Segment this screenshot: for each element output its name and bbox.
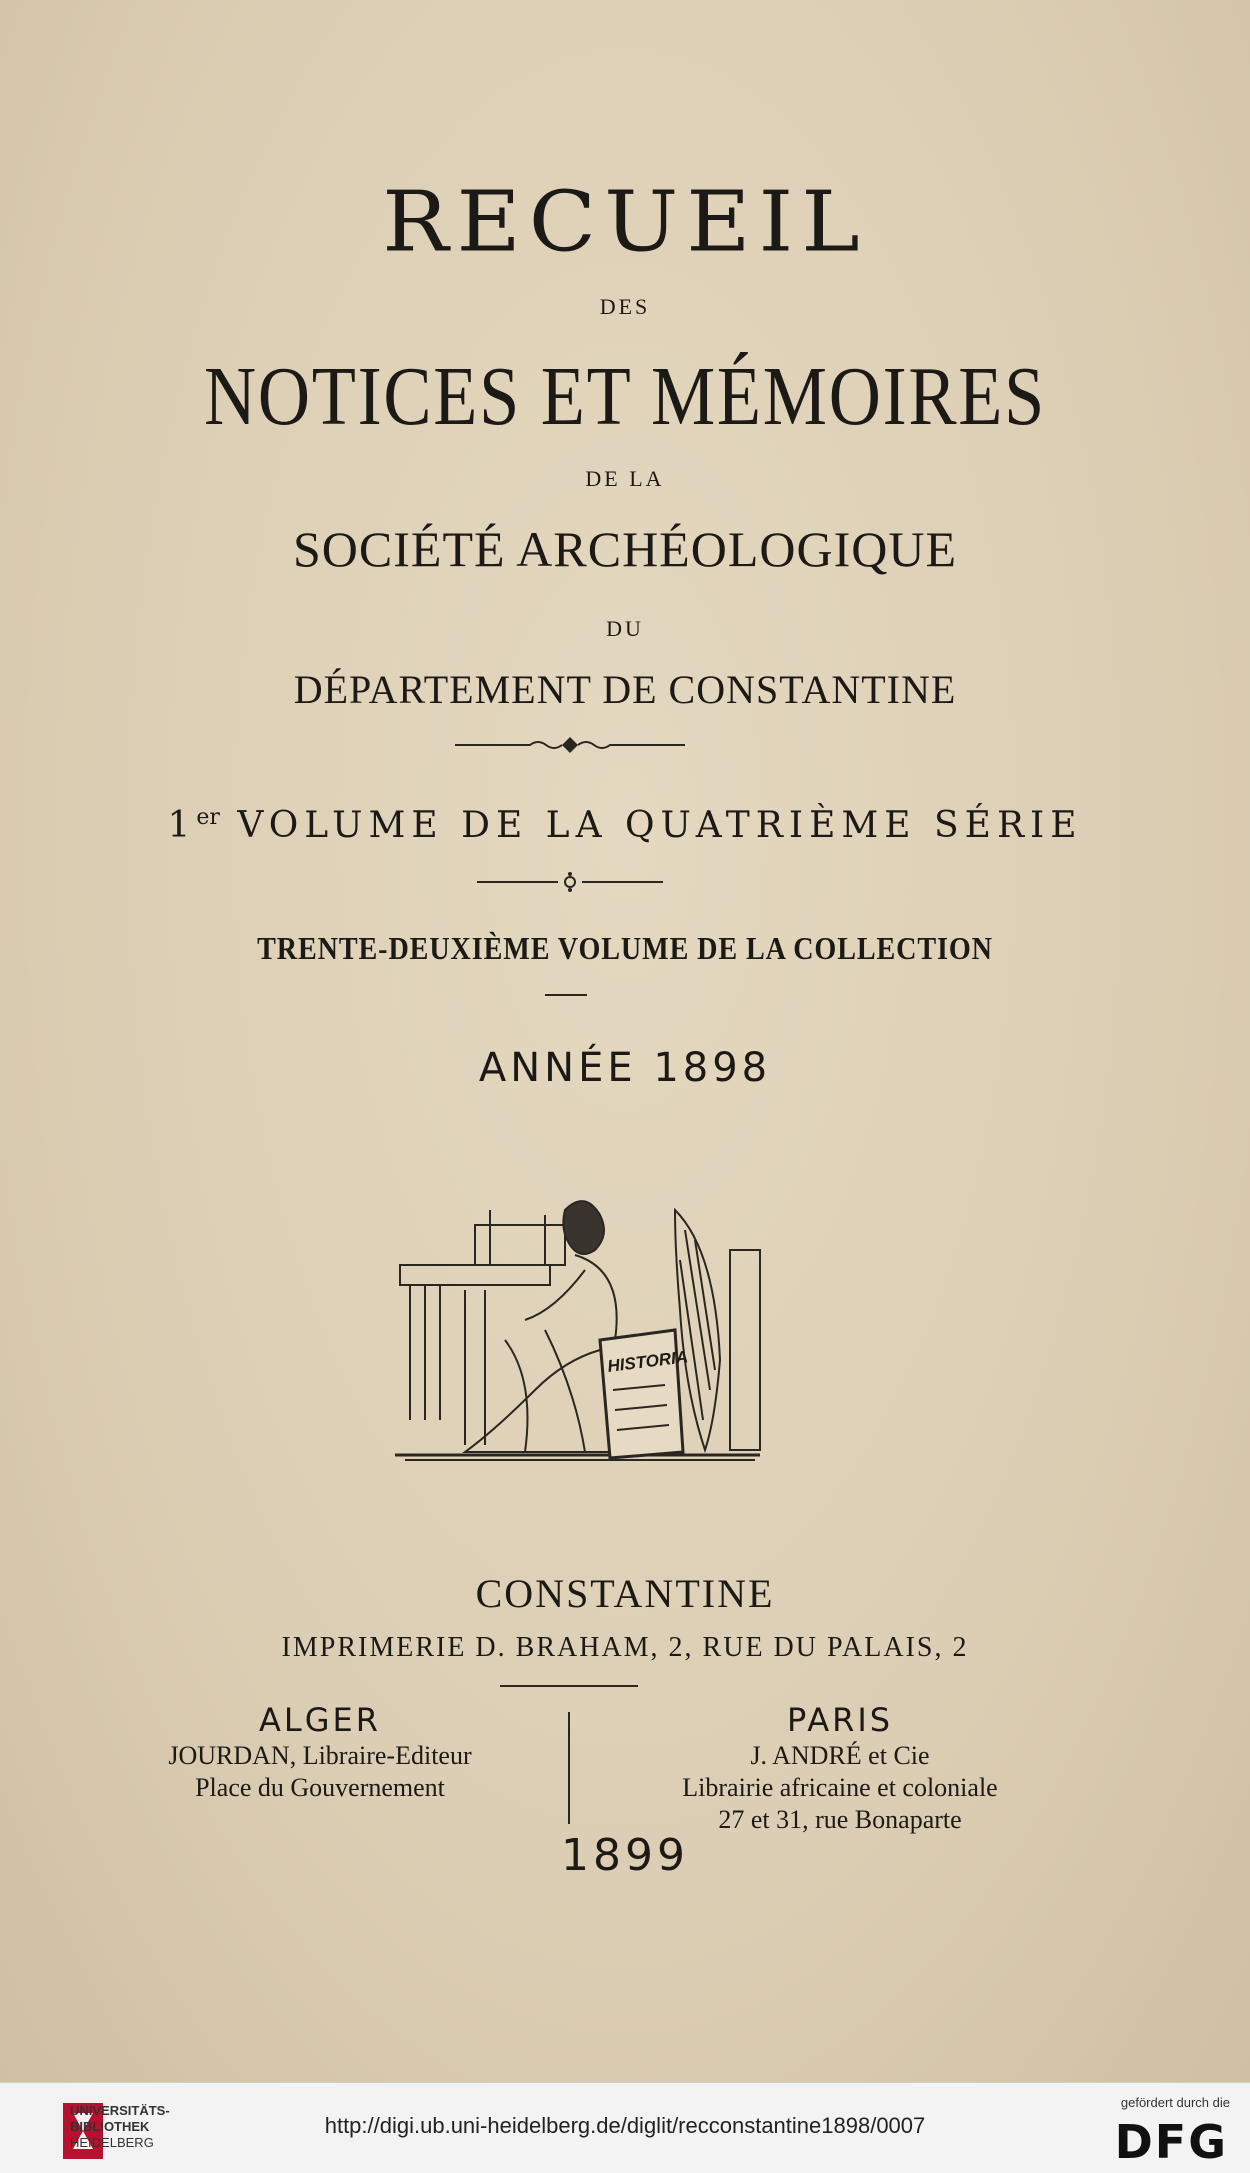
paris-line2: Librairie africaine et coloniale [682,1773,998,1802]
imprint-alger [100,1700,540,1804]
short-rule [545,994,587,996]
annee-line: ANNÉE 1898 [478,1045,772,1091]
library-line1: UNIVERSITÄTS- [70,2103,170,2118]
tablet-text: HISTORIA [606,1347,690,1376]
historia-engraving [385,1190,770,1475]
ornament-divider-2 [475,872,665,892]
paris-line1: J. ANDRÉ et Cie [750,1741,930,1770]
title-societe: SOCIÉTÉ ARCHÉOLOGIQUE [292,521,958,577]
imprint-year: 1899 [561,1830,689,1881]
volume-text: VOLUME DE LA QUATRIÈME SÉRIE [219,805,1083,846]
dfg-logo: DFG [1114,2115,1228,2169]
imprint-paris [590,1700,1090,1836]
alger-line2: Place du Gouvernement [195,1773,445,1802]
library-line3: HEIDELBERG [70,2135,154,2150]
historia-tablet [600,1330,689,1458]
volume-number: 1 [167,805,197,846]
title-de-la: DE LA [585,466,665,491]
alger-line1: JOURDAN, Libraire-Editeur [168,1741,472,1770]
alger-city: ALGER [259,1701,381,1739]
imprint-column-divider [568,1712,570,1824]
title-notices: NOTICES ET MÉMOIRES [203,350,1047,443]
collection-line: TRENTE-DEUXIÈME VOLUME DE LA COLLECTION [257,930,993,966]
volume-superscript: er [196,805,220,830]
imprint-printer: IMPRIMERIE D. BRAHAM, 2, RUE DU PALAIS, 2 [281,1632,969,1663]
title-departement: DÉPARTEMENT DE CONSTANTINE [293,667,957,712]
funded-by-text: gefördert durch die [1120,2095,1230,2110]
paris-line3: 27 et 31, rue Bonaparte [718,1805,962,1834]
title-recueil: RECUEIL [382,172,868,271]
library-line2: BIBLIOTHEK [70,2119,150,2134]
imprint-city: CONSTANTINE [475,1571,775,1616]
volume-line [0,805,1250,846]
paris-city: PARIS [786,1701,894,1739]
ornament-divider-1 [450,733,690,757]
imprint-rule [500,1685,638,1687]
digitization-footer [0,2082,1250,2173]
title-du: DU [606,616,644,641]
source-url-link[interactable]: http://digi.ub.uni-heidelberg.de/diglit/recconstantine1898/0007 [324,2113,926,2138]
title-des: DES [599,294,651,319]
